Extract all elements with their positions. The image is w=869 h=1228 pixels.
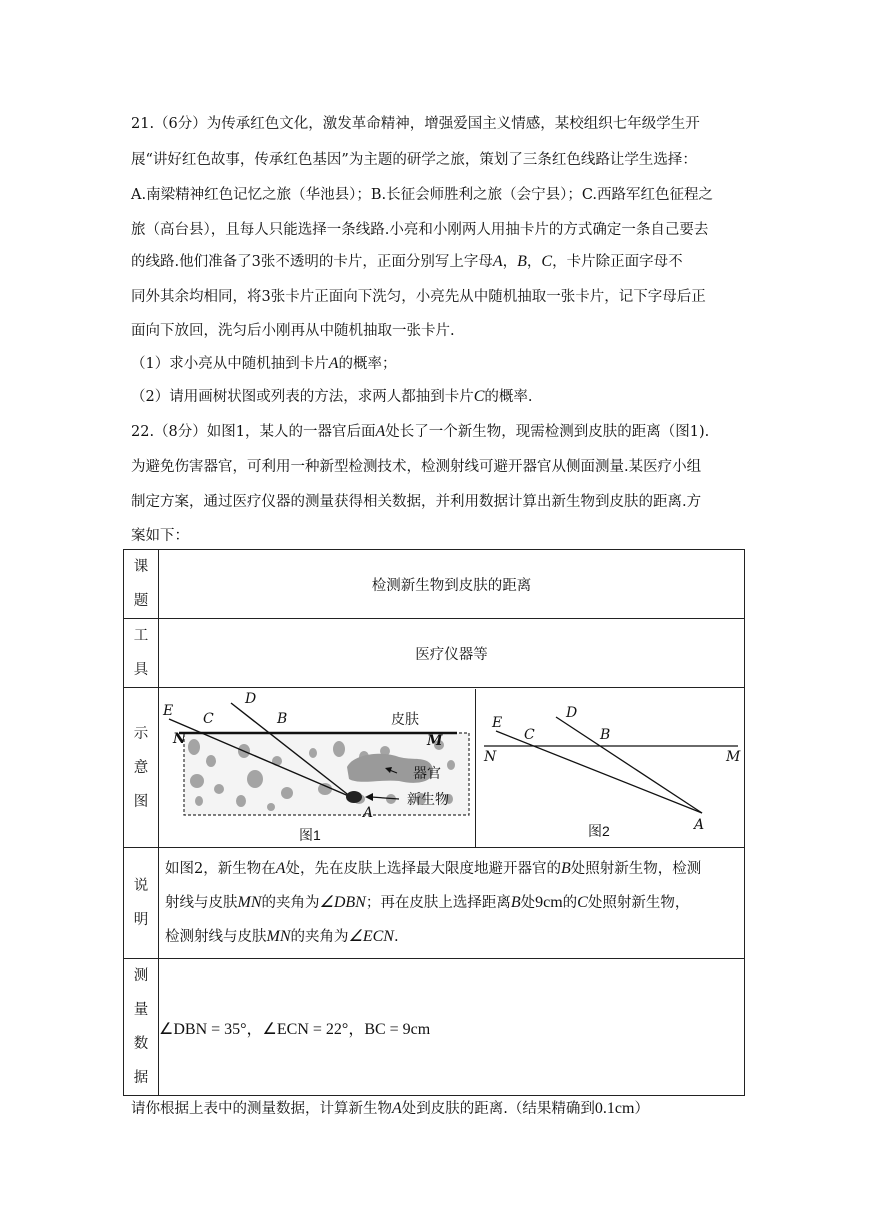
- q21-sub-1: （1）求小亮从中随机抽到卡片A的概率；: [131, 355, 397, 372]
- figure-1: [159, 689, 476, 847]
- figure-2: [476, 689, 746, 847]
- row-label-data: 测 量 数 据: [124, 959, 159, 1096]
- q21-line-2: 展“讲好红色故事，传承红色基因”为主题的研学之旅，策划了三条红色线路让学生选择：: [131, 152, 697, 168]
- q21-line-5: 的线路.他们准备了3张不透明的卡片，正面分别写上字母A，B，C，卡片除正面字母不: [131, 253, 683, 270]
- q21-line-3: A.南梁精神红色记忆之旅（华池县）；B.长征会师胜利之旅（会宁县）；C.西路军红色征程之: [131, 187, 714, 203]
- fig1-caption: 图1: [299, 826, 321, 843]
- fig2-label-N: N: [484, 748, 497, 765]
- q21-line-4: 旅（高台县），且每人只能选择一条线路.小亮和小刚两人用抽卡片的方式确定一条自己要去: [131, 222, 709, 238]
- fig1-label-skin: 皮肤: [391, 711, 419, 728]
- diagram-cell: [159, 688, 745, 848]
- fig2-label-D: D: [566, 704, 578, 721]
- notes-text: 如图2，新生物在A处，先在皮肤上选择最大限度地避开器官的B处照射新生物，检测 射线与皮肤MN的夹角为∠DBN；再在皮肤上选择距离B处9cm的C处照射新生物， 检测射线与皮肤MN的夹角为∠ECN.: [165, 860, 702, 945]
- fig1-label-M: M: [427, 732, 443, 749]
- fig1-label-E: E: [163, 702, 174, 719]
- notes-cell: [159, 848, 745, 959]
- q22-line-4: 案如下：: [131, 528, 189, 544]
- row-label-tools: 工 具: [124, 619, 159, 688]
- measurement-values: ∠DBN = 35°，∠ECN = 22°，BC = 9cm: [159, 1020, 431, 1038]
- row-label-topic: 课 题: [124, 550, 159, 619]
- plan-table: [123, 549, 745, 1096]
- q21-line-7: 面向下放回，洗匀后小刚再从中随机抽取一张卡片.: [131, 323, 455, 339]
- data-cell: [159, 959, 745, 1096]
- row-label-diagram: 示 意 图: [124, 688, 159, 848]
- fig1-label-C: C: [203, 710, 214, 727]
- fig2-label-E: E: [492, 714, 503, 731]
- tools-value: 医疗仪器等: [159, 619, 745, 688]
- q21-line-6: 同外其余均相同，将3张卡片正面向下洗匀，小亮先从中随机抽取一张卡片，记下字母后正: [131, 289, 706, 305]
- fig1-label-A: A: [363, 804, 374, 821]
- fig1-label-organ: 器官: [413, 765, 441, 782]
- q22-line-2: 为避免伤害器官，可利用一种新型检测技术，检测射线可避开器官从侧面测量.某医疗小组: [131, 459, 702, 475]
- figure-2-drawing: [476, 689, 746, 847]
- fig1-label-B: B: [277, 710, 288, 727]
- fig1-label-N: N: [173, 730, 186, 747]
- q22-line-3: 制定方案，通过医疗仪器的测量获得相关数据，并利用数据计算出新生物到皮肤的距离.方: [131, 494, 702, 510]
- q21-line-1: 21.（6分）为传承红色文化，激发革命精神，增强爱国主义情感，某校组织七年级学生开: [131, 116, 700, 132]
- q22-final: 请你根据上表中的测量数据，计算新生物A处到皮肤的距离.（结果精确到0.1cm）: [131, 1100, 649, 1117]
- q21-sub-2: （2）请用画树状图或列表的方法，求两人都抽到卡片C的概率.: [131, 388, 533, 405]
- fig2-label-C: C: [524, 726, 535, 743]
- row-label-notes: 说 明: [124, 848, 159, 959]
- topic-value: 检测新生物到皮肤的距离: [159, 550, 745, 619]
- fig1-label-growth: 新生物: [407, 791, 449, 808]
- fig1-label-D: D: [245, 690, 257, 707]
- fig2-label-B: B: [600, 726, 611, 743]
- q22-line-1: 22.（8分）如图1，某人的一器官后面A处长了一个新生物，现需检测到皮肤的距离（图1).: [131, 423, 710, 440]
- fig2-label-A: A: [694, 816, 705, 833]
- fig2-label-M: M: [726, 748, 741, 765]
- fig2-caption: 图2: [588, 822, 610, 839]
